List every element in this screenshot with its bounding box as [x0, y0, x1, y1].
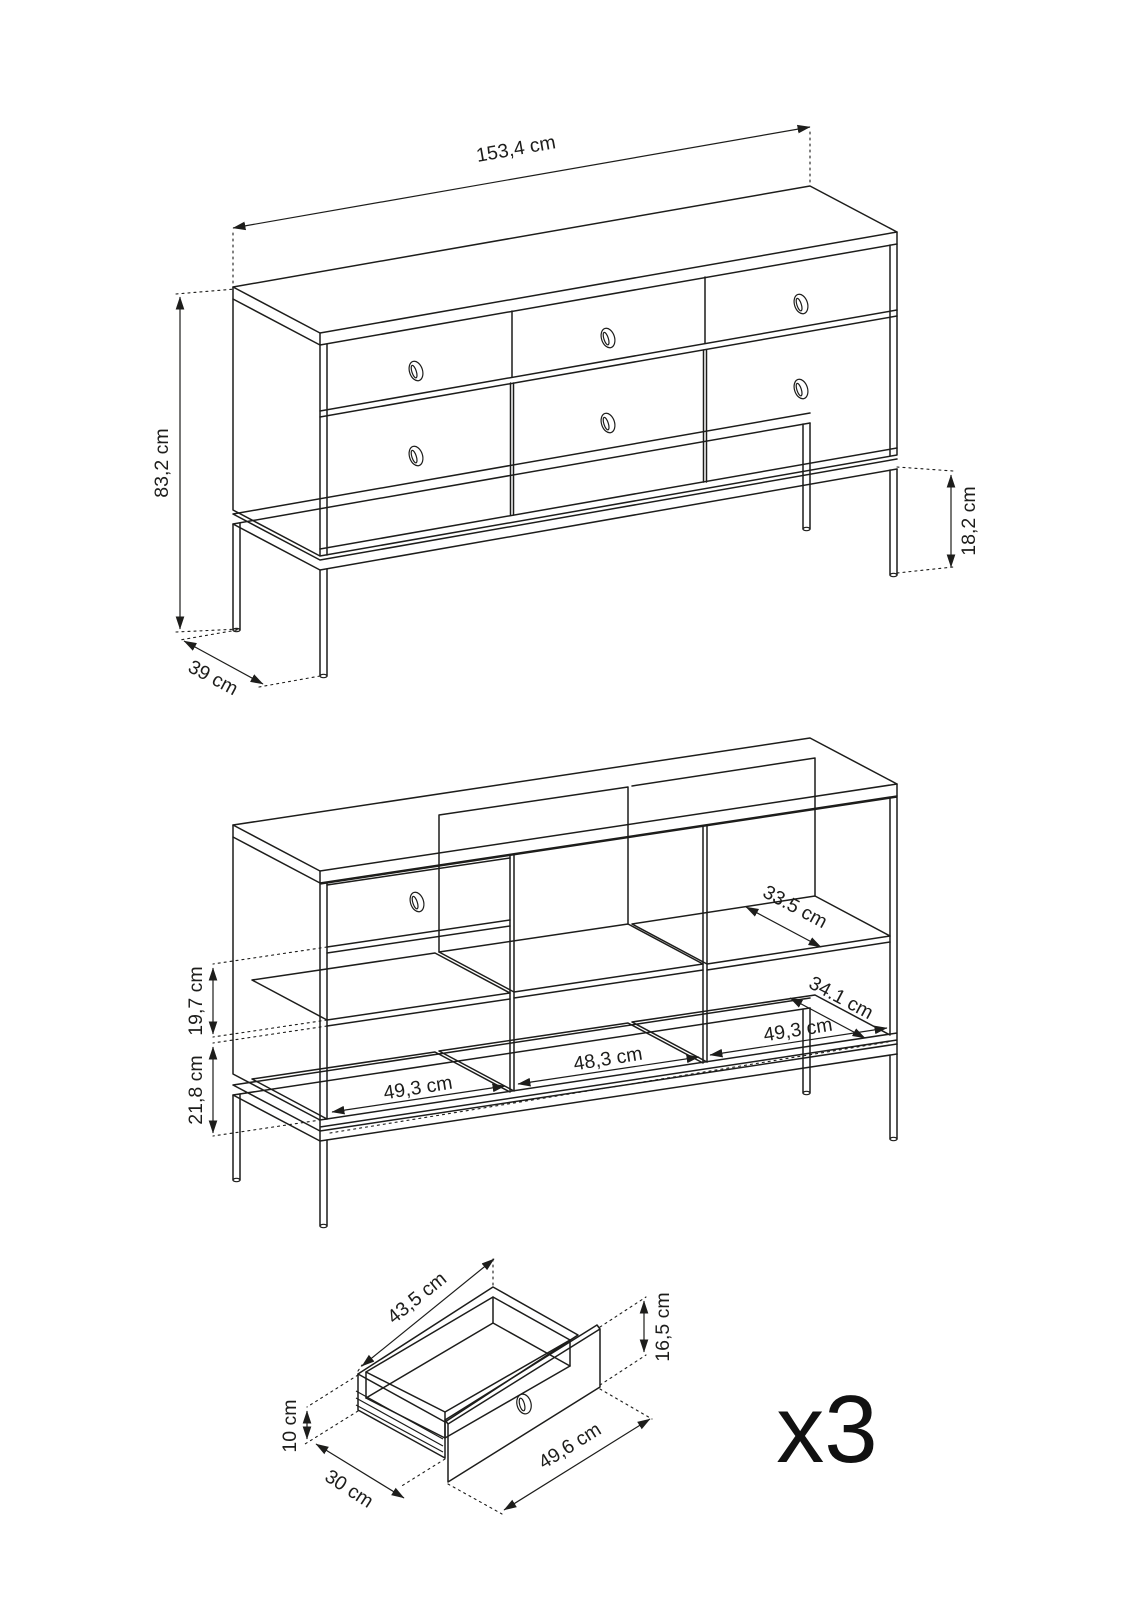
leg-foot — [803, 1091, 810, 1094]
dim-width — [233, 127, 810, 283]
leg-feet — [233, 527, 897, 677]
leg-foot — [320, 1224, 327, 1227]
dim-depth — [180, 630, 320, 700]
quantity-label: x3 — [776, 1376, 878, 1483]
dim-width-label: 153,4 cm — [474, 131, 558, 167]
dim-extension — [176, 289, 240, 632]
leg-foot — [233, 1178, 240, 1181]
front-dividers — [511, 277, 707, 515]
leg-foot — [890, 573, 897, 576]
dim-middle-width-label: 48,3 cm — [572, 1042, 644, 1076]
leg-foot — [803, 527, 810, 530]
top-face — [233, 738, 897, 871]
dim-leg-height — [897, 467, 980, 573]
door-handle-icon — [792, 377, 811, 400]
shelf-left — [252, 953, 510, 1026]
dim-shelf-depth — [746, 881, 831, 947]
closed-sideboard-view — [151, 127, 980, 700]
shelf-right — [632, 896, 890, 970]
dim-left-width-label: 49,3 cm — [382, 1071, 454, 1105]
dim-box-height — [279, 1375, 358, 1453]
open-sideboard-view — [185, 738, 897, 1228]
dim-depth-label: 39 cm — [184, 655, 242, 701]
dim-shelf-depth-label: 33.5 cm — [759, 881, 831, 933]
door-handle-icon — [599, 411, 618, 434]
dim-extension — [897, 467, 953, 573]
dim-upper-label: 19,7 cm — [185, 966, 207, 1036]
dim-bottom-depth-label: 34.1 cm — [805, 972, 877, 1024]
dim-extension — [305, 1375, 358, 1444]
dim-extension — [213, 1026, 327, 1136]
door-handle-icon — [407, 444, 426, 467]
dim-height — [151, 289, 240, 632]
bottom-panels — [252, 995, 890, 1119]
dim-drawer-depth-label: 43,5 cm — [383, 1267, 451, 1329]
shelf-middle — [439, 924, 703, 998]
dim-lower-label: 21,8 cm — [185, 1055, 207, 1125]
dim-front-width-label: 49,6 cm — [534, 1418, 606, 1474]
leg-foot — [320, 674, 327, 677]
dim-front-width — [448, 1389, 652, 1514]
dim-front-height-label: 16,5 cm — [652, 1292, 674, 1362]
dim-box-depth-label: 30 cm — [320, 1465, 378, 1513]
dim-front-height — [600, 1292, 674, 1385]
dim-extension — [400, 1459, 445, 1487]
dim-height-label: 83,2 cm — [151, 428, 173, 498]
dim-extension — [600, 1297, 646, 1385]
drawer-handle-icon — [408, 890, 427, 913]
dim-leg-height-label: 18,2 cm — [958, 486, 980, 556]
base-legs — [233, 423, 897, 676]
dim-drawer-depth — [358, 1256, 494, 1371]
drawer-handle-icon — [792, 292, 811, 315]
dim-extension — [213, 947, 327, 1037]
leg-foot — [890, 1137, 897, 1140]
drawer-front-panel — [445, 1325, 600, 1482]
dim-left-width — [332, 1072, 505, 1112]
drawer-handle-icon — [599, 326, 618, 349]
dim-upper-compartment — [185, 947, 327, 1037]
dim-extension — [358, 1256, 493, 1371]
dim-box-height-label: 10 cm — [279, 1399, 301, 1453]
drawer-handle-icon — [407, 359, 426, 382]
drawer-detail-view — [279, 1256, 878, 1514]
dim-right-width-label: 49,3 cm — [762, 1013, 834, 1047]
dim-box-depth — [316, 1444, 445, 1513]
